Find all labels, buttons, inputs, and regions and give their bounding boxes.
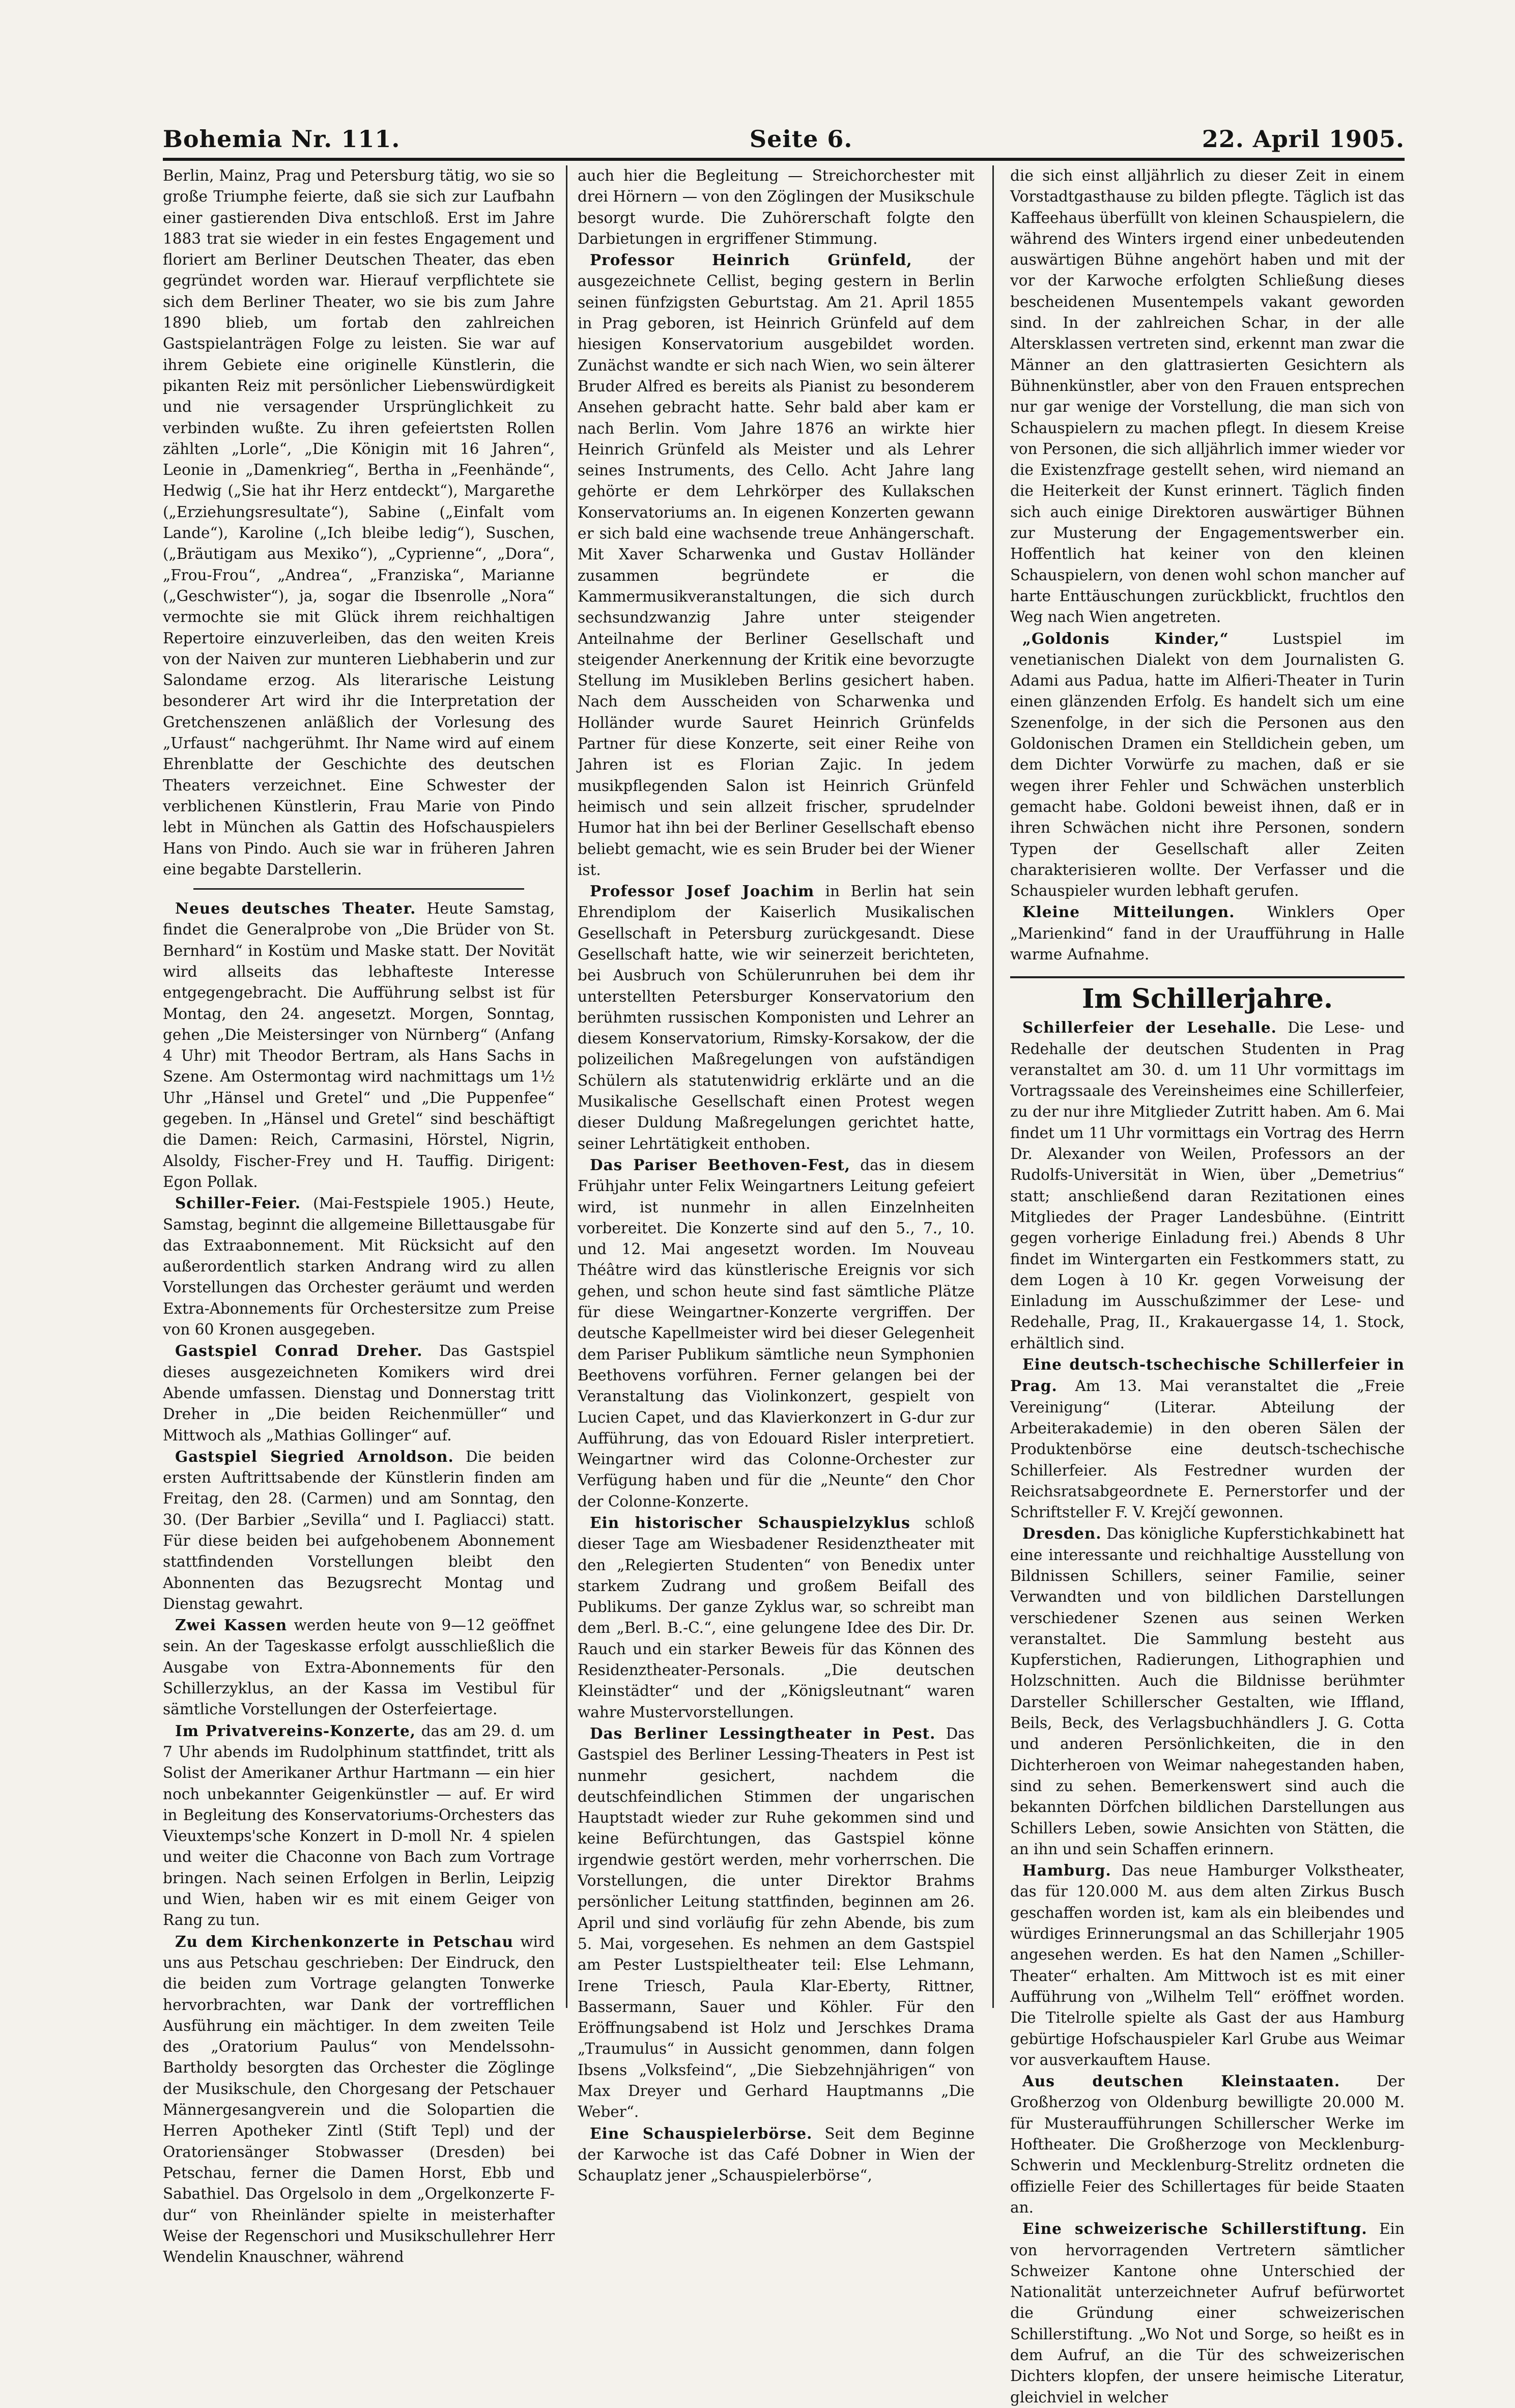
article-body: Ein von hervorragenden Vertretern sämtlicher Schweizer Kantone ohne Unterschied der Nationalität unterzeichneter Aufruf befürwortet die Gründung einer schweizerischen Schillerstiftung. „Wo Not und Sorge, so heißt es in dem Aufruf, an die Tür des schweizerischen Dichters klopfen, der unsere heimische Literatur, gleichviel in welcher [1010, 2220, 1405, 2406]
article-body: Das Gastspiel des Berliner Lessing-Theaters in Pest ist nunmehr gesichert, nachdem die deutschfeindlichen Stimmen der ungarischen Hauptstadt wieder zur Ruhe gekommen sind und keine Befürchtungen, das Gastspiel könne irgendwie gestört werden, mehr vorherrschen. Die Vorstellungen, die unter Direktor Brahms persönlicher Leitung stattfinden, beginnen am 26. April und sind vorläufig für zehn Abende, bis zum 5. Mai, vorgesehen. Es nehmen an dem Gastspiel am Pester Lustspieltheater teil: Else Lehmann, Irene Triesch, Paula Klar-Eberty, Rittner, Bassermann, Sauer und Köhler. Für den Eröffnungsabend ist Holz und Jerschkes Drama „Traumulus“ in Aussicht genommen, dann folgen Ibsens „Volksfeind“, „Die Siebzehnjährigen“ von Max Dreyer und Gerhard Hauptmanns „Die Weber“. [578, 1724, 975, 2121]
article-body: das in diesem Frühjahr unter Felix Weingartners Leitung gefeiert wird, ist nunmehr in allen Einzelnheiten vorbereitet. Die Konzerte sind auf den 5., 7., 10. und 12. Mai angesetzt worden. Im Nouveau Théâtre wird das künstlerische Ereignis vor sich gehen, und schon heute sind fast sämtliche Plätze für diese Weingartner-Konzerte vergriffen. Der deutsche Kapellmeister wird bei dieser Gelegenheit dem Pariser Publikum sämtliche neun Symphonien Beethovens vorführen. Ferner gelangen bei der Veranstaltung das Violinkonzert, gespielt von Lucien Capet, und das Klavierkonzert in G-dur zur Aufführung, das von Edouard Risler interpretiert. Weingartner wird das Colonne-Orchester zur Verfügung haben und für die „Neunte“ den Chor der Colonne-Konzerte. [578, 1156, 975, 1510]
header-rule [163, 158, 1405, 161]
article-body: Winklers Oper „Marienkind“ fand in der Uraufführung in Halle warme Aufnahme. [1010, 903, 1405, 963]
article [578, 249, 975, 881]
article-continued: die sich einst alljährlich zu dieser Zeit in einem Vorstadtgasthause zu bilden pflegte. Täglich ist das Kaffeehaus überfüllt von kleinen Schauspielern, die während des Winters irgend einer unbedeutenden auswärtigen Bühne angehört haben und mit der vor der Karwoche erfolgten Schließung dieses bescheidenen Musentempels vakant geworden sind. In der zahlreichen Schar, in der alle Altersklassen vertreten sind, erkennt man zwar die Männer an den glattrasierten Gesichtern als Bühnenkünstler, aber von den Frauen entsprechen nur gar wenige der Vorstellung, die man sich von Schauspielern zu machen pflegt. In diesem Kreise von Personen, die sich alljährlich immer wieder vor die Existenzfrage gestellt sehen, wird niemand an die Heiterkeit der Kunst erinnert. Täglich finden sich auch einige Direktoren auswärtiger Bühnen zur Musterung der Engagementswerber ein. Hoffentlich hat keiner von den kleinen Schauspielern, von denen wohl schon mancher auf harte Enttäuschungen zurückblickt, fruchtlos den Weg nach Wien angetreten. [1010, 167, 1405, 626]
article [1010, 2071, 1405, 2218]
article-title: Hamburg. [1022, 1861, 1111, 1880]
article-body: Das neue Hamburger Volkstheater, das für 120.000 M. aus dem alten Zirkus Busch geschaffen worden ist, kam als ein bleibendes und würdiges Erinnerungsmal an das Schillerjahr 1905 angesehen werden. Es hat den Namen „Schiller-Theater“ erhalten. Am Mittwoch ist es mit einer Aufführung von „Wilhelm Tell“ eröffnet worden. Die Titelrolle spielte als Gast der aus Hamburg gebürtige Hofschauspieler Karl Grube aus Weimar vor ausverkauftem Hause. [1010, 1862, 1405, 2069]
article-title: Gastspiel Siegried Arnoldson. [175, 1447, 454, 1465]
article-continued: Berlin, Mainz, Prag und Petersburg tätig, wo sie so große Triumphe feierte, daß sie sich zur Laufbahn einer gastierenden Diva entschloß. Erst im Jahre 1883 trat sie wieder in ein festes Engagement und floriert am Berliner Deutschen Theater, das eben gegründet worden war. Hierauf verpflichtete sie sich dem Berliner Theater, wo sie bis zum Jahre 1890 blieb, um fortab den zahlreichen Gastspielanträgen Folge zu leisten. Sie war auf ihrem Gebiete eine originelle Künstlerin, die pikanten Reiz mit persönlicher Liebenswürdigkeit und nie versagender Ursprünglichkeit zu verbinden wußte. Zu ihren gefeiertsten Rollen zählten „Lorle“, „Die Königin mit 16 Jahren“, Leonie in „Damenkrieg“, Bertha in „Feenhände“, Hedwig („Sie hat ihr Herz entdeckt“), Margarethe („Erziehungsresultate“), Sabine („Einfalt vom Lande“), Karoline („Ich bleibe ledig“), Suschen, („Bräutigam aus Mexiko“), „Cyprienne“, „Dora“, „Frou-Frou“, „Andrea“, „Franziska“, Marianne („Geschwister“), ja, sogar die Ibsenrolle „Nora“ vermochte sie mit Glück ihrem reichhaltigen Repertoire einzuverleiben, das den weiten Kreis von der Naiven zur munteren Liebhaberin und zur Salondame erzog. Als literarische Leistung besonderer Art wird ihr die Interpretation der Gretchenszenen anläßlich der Vorlesung des „Urfaust“ nachgerühmt. Ihr Name wird auf einem Ehrenblatte der Geschichte des deutschen Theaters verzeichnet. Eine Schwester der verblichenen Künstlerin, Frau Marie von Pindo lebt in München als Gattin des Hofschauspielers Hans von Pindo. Auch sie war in früheren Jahren eine begabte Darstellerin. [163, 167, 555, 878]
article-body: (Mai-Festspiele 1905.) Heute, Samstag, beginnt die allgemeine Billettausgabe für das Extraabonnement. Mit Rücksicht auf den außerordentlich starken Andrang wird zu allen Vorstellungen das Orchester geräumt und werden Extra-Abonnements für Orchestersitze zum Preise von 60 Kronen ausgegeben. [163, 1195, 555, 1339]
divider [193, 888, 524, 890]
article-title: „Goldonis Kinder,“ [1022, 629, 1229, 647]
article-title: Schillerfeier der Lesehalle. [1022, 1018, 1277, 1037]
column-rule [992, 165, 994, 2008]
article [163, 898, 555, 1193]
article-title: Neues deutsches Theater. [175, 899, 416, 918]
article-title: Ein historischer Schauspielzyklus [590, 1514, 910, 1532]
article [578, 1512, 975, 1723]
section-rule [1010, 976, 1405, 978]
article-body: werden heute von 9—12 geöffnet sein. An der Tageskasse erfolgt ausschließlich die Ausgabe von Extra-Abonnements für den Schillerzyklus, an der Kassa im Vestibul für sämtliche Vorstellungen der Osterfeiertage. [163, 1617, 555, 1718]
article [163, 1720, 555, 1931]
article-title: Eine deutsch-tschechische Schillerfeier in Prag. [1010, 1355, 1405, 1395]
article-body: Die beiden ersten Auftrittsabende der Künstlerin finden am Freitag, den 28. (Carmen) und am Sonntag, den 30. (Der Barbier „Sevilla“ und I. Pagliacci) statt. Für diese beiden bei aufgehobenem Abonnement stattfindenden Vorstellungen bleibt den Abonnenten das Bezugsrecht Montag und Dienstag gewahrt. [163, 1448, 555, 1612]
article-title: Aus deutschen Kleinstaaten. [1022, 2072, 1340, 2090]
column-2 [578, 165, 975, 2185]
article-title: Zwei Kassen [175, 1616, 288, 1634]
article [1010, 1017, 1405, 1354]
article-title: Kleine Mitteilungen. [1022, 903, 1235, 921]
article-title: Im Privatvereins-Konzerte, [175, 1721, 416, 1740]
article [578, 2123, 975, 2187]
article [578, 1154, 975, 1512]
column-1 [163, 165, 555, 2266]
column-rule [566, 165, 567, 2008]
article [163, 1446, 555, 1614]
article [578, 1723, 975, 2123]
article [163, 1340, 555, 1446]
article-title: Eine schweizerische Schillerstiftung. [1022, 2220, 1367, 2238]
article-body: Heute Samstag, findet die Generalprobe von „Die Brüder von St. Bernhard“ in Kostüm und Maske statt. Der Novität wird allseits das lebhafteste Interesse entgegengebracht. Die Aufführung selbst ist für Montag, den 24. angesetzt. Morgen, Sonntag, gehen „Die Meistersinger von Nürnberg“ (Anfang 4 Uhr) mit Theodor Bertram, als Hans Sachs in Szene. Am Ostermontag wird nachmittags um 1½ Uhr „Hänsel und Gretel“ und „Die Puppenfee“ gegeben. In „Hänsel und Gretel“ sind beschäftigt die Damen: Reich, Carmasini, Hörstel, Nigrin, Alsoldy, Fischer-Frey und H. Tauffig. Dirigent: Egon Pollak. [163, 900, 555, 1191]
article-title: Eine Schauspielerbörse. [590, 2124, 813, 2142]
article-title: Professor Josef Joachim [590, 882, 815, 900]
article-title: Dresden. [1022, 1524, 1102, 1543]
article-title: Gastspiel Conrad Dreher. [175, 1342, 423, 1360]
article [1010, 901, 1405, 965]
article [1010, 1860, 1405, 2071]
article-body: Der Großherzog von Oldenburg bewilligte 20.000 M. für Musteraufführungen Schillerscher Werke im Hoftheater. Die Großherzoge von Mecklenburg-Schwerin und Mecklenburg-Strelitz ordneten die offizielle Feier des Schillertages für beide Staaten an. [1010, 2073, 1405, 2216]
article-body: in Berlin hat sein Ehrendiplom der Kaiserlich Musikalischen Gesellschaft in Petersburg zurückgesandt. Diese Gesellschaft hatte, wie wir seinerzeit berichteten, bei Ausbruch von Schülerunruhen bei dem ihr unterstellten Petersburger Konservatorium den berühmten russischen Komponisten und Lehrer an diesem Konservatorium, Rimsky-Korsakow, der die polizeilichen Maßregelungen von aufständigen Schülern als statutenwidrig erklärte und an die Musikalische Gesellschaft einen Protest wegen dieser Duldung Maßregelungen gerichtet hatte, seiner Lehrtätigkeit enthoben. [578, 883, 975, 1152]
article [1010, 1523, 1405, 1860]
section-heading: Im Schillerjahre. [1081, 983, 1333, 1015]
article-title: Professor Heinrich Grünfeld, [590, 251, 912, 269]
article-body: Die Lese- und Redehalle der deutschen Studenten in Prag veranstaltet am 30. d. um 11 Uhr vormittags im Vortragssaale des Vereinsheimes eine Schillerfeier, zu der nur ihre Mitglieder Zutritt haben. Am 6. Mai findet um 11 Uhr vormittags ein Vortrag des Herrn Dr. Alexander von Weilen, Professors an der Rudolfs-Universität in Wien, über „Demetrius“ statt; anschließend daran Rezitationen eines Mitgliedes der Prager Landesbühne. (Eintritt gegen vorherige Einladung frei.) Abends 8 Uhr findet im Wintergarten ein Festkommers statt, zu dem Logen à 10 Kr. gegen Vorweisung der Einladung im Ausschußzimmer der Lese- und Redehalle, Prag, II., Krakauergasse 14, 1. Stock, erhältlich sind. [1010, 1019, 1405, 1352]
article-title: Das Pariser Beethoven-Fest, [590, 1155, 851, 1174]
article [163, 1193, 555, 1340]
page-number: Seite 6. [749, 125, 853, 153]
article [163, 1931, 555, 2268]
article-body: Lustspiel im venetianischen Dialekt von dem Journalisten G. Adami aus Padua, hatte im Alfieri-Theater in Turin einen glänzenden Erfolg. Es handelt sich um eine Szenenfolge, in der sich die Personen aus den Goldonischen Dramen ein Stelldichein geben, um dem Dichter Vorwürfe zu machen, daß er sie wegen ihrer Fehler und Schwächen unsterblich gemacht habe. Goldoni beweist ihnen, daß er in ihren Schwächen nicht ihre Personen, sondern Typen der Gesellschaft aller Zeiten charakterisieren wollte. Der Verfasser und die Schauspieler wurden lebhaft gerufen. [1010, 630, 1405, 900]
article-body: der ausgezeichnete Cellist, beging gestern in Berlin seinen fünfzigsten Geburtstag. Am 21. April 1855 in Prag geboren, ist Heinrich Grünfeld auf dem hiesigen Konservatorium ausgebildet worden. Zunächst wandte er sich nach Wien, wo sein älterer Bruder Alfred es bereits als Pianist zu besonderem Ansehen gebracht hatte. Sehr bald aber kam er nach Berlin. Vom Jahre 1876 an wirkte hier Heinrich Grünfeld als Meister und als Lehrer seines Instruments, des Cello. Acht Jahre lang gehörte er dem Lehrkörper des Kullakschen Konservatoriums an. In eigenen Konzerten gewann er sich bald eine wachsende treue Anhängerschaft. Mit Xaver Scharwenka und Gustav Holländer zusammen begründete er die Kammermusikveranstaltungen, die sich durch sechsundzwanzig Jahre unter steigender Anteilnahme der Berliner Gesellschaft und steigender Anerkennung der Kritik eine bevorzugte Stellung im Musikleben Berlins gesichert haben. Nach dem Ausscheiden von Scharwenka und Holländer wurde Sauret Heinrich Grünfelds Partner für diese Konzerte, seit einer Reihe von Jahren ist es Florian Zajic. In jedem musikpflegenden Salon ist Heinrich Grünfeld heimisch und sein allzeit frischer, sprudelnder Humor hat ihn bei der Berliner Gesellschaft ebenso beliebt gemacht, wie es sein Bruder bei der Wiener ist. [578, 251, 975, 879]
article-body: Seit dem Beginne der Karwoche ist das Café Dobner in Wien der Schauplatz jener „Schauspielerbörse“, [578, 2124, 975, 2185]
article-title: Schiller-Feier. [175, 1194, 301, 1212]
article-body: das am 29. d. um 7 Uhr abends im Rudolphinum stattfindet, tritt als Solist der Amerikaner Arthur Hartmann — ein hier noch unbekannter Geigenkünstler — auf. Er wird in Begleitung des Konservatoriums-Orchesters das Vieuxtemps'sche Konzert in D-moll Nr. 4 spielen und weiter die Chaconne von Bach zum Vortrage bringen. Nach seinen Erfolgen in Berlin, Leipzig und Wien, haben wir es mit einem Geiger von Rang zu tun. [163, 1722, 555, 1929]
issue-date: 22. April 1905. [1202, 125, 1405, 153]
article-body: Das königliche Kupferstichkabinett hat eine interessante und reichhaltige Ausstellung von Bildnissen Schillers, seiner Familie, seiner Verwandten und von bildlichen Darstellungen verschiedener Szenen aus seinen Werken veranstaltet. Die Sammlung besteht aus Kupferstichen, Radierungen, Lithographien und Holzschnitten. Auch die Bildnisse berühmter Darsteller Schillerscher Gestalten, wie Iffland, Beils, Beck, des Verlagsbuchhändlers J. G. Cotta und anderen Persönlichkeiten, die in den Dichterheroen von Weimar nahegestanden haben, sind zu sehen. Bemerkenswert sind auch die bekannten Dörfchen bildlichen Darstellungen aus Schillers Leben, sowie Ansichten von Stätten, die an ihn und sein Schaffen erinnern. [1010, 1525, 1405, 1858]
article [1010, 628, 1405, 902]
article-body: wird uns aus Petschau geschrieben: Der Eindruck, den die beiden zum Vortrage gelangten Tonwerke hervorbrachten, war Dank der vortrefflichen Ausführung ein mächtiger. In dem zweiten Teile des „Oratorium Paulus“ von Mendelssohn-Bartholdy besorgten das Orchester die Zöglinge der Musikschule, den Chorgesang der Petschauer Männergesangverein und die Solopartien die Herren Apotheker Zintl (Stift Tepl) und der Oratoriensänger Stobwasser (Dresden) bei Petschau, ferner die Damen Horst, Ebb und Sabathiel. Das Orgelsolo in dem „Orgelkonzerte F-dur“ von Rheinländer spielte in meisterhafter Weise der Regenschori und Musikschullehrer Herr Wendelin Knauschner, während [163, 1933, 555, 2266]
article-body: Am 13. Mai veranstaltet die „Freie Vereinigung“ (Literar. Abteilung der Arbeiterakademie) in den oberen Sälen der Produktenbörse eine deutsch-tschechische Schillerfeier. Als Festredner wurden der Reichsratsabgeordnete E. Pernerstorfer und der Schriftsteller F. V. Krejčí gewonnen. [1010, 1377, 1405, 1521]
article-body: schloß dieser Tage am Wiesbadener Residenztheater mit den „Relegierten Studenten“ von Benedix unter starkem Zudrang und großem Beifall des Publikums. Der ganze Zyklus war, so schreibt man dem „Berl. B.-C.“, eine gelungene Idee des Dir. Dr. Rauch und ein starker Beweis für das Können des Residenztheater-Personals. „Die deutschen Kleinstädter“ und der „Königsleutnant“ waren wahre Mustervorstellungen. [578, 1514, 975, 1721]
article-title: Das Berliner Lessingtheater in Pest. [590, 1724, 936, 1742]
article [1010, 1354, 1405, 1523]
article [163, 1614, 555, 1720]
column-3 [1010, 165, 1405, 2406]
article [1010, 2218, 1405, 2408]
article [578, 881, 975, 1154]
masthead-issue: Bohemia Nr. 111. [163, 125, 401, 153]
article-continued: auch hier die Begleitung — Streichorchester mit drei Hörnern — von den Zöglingen der Musikschule besorgt wurde. Die Zuhörerschaft folgte den Darbietungen in ergriffener Stimmung. [578, 167, 975, 247]
page-header [163, 117, 1405, 153]
article-title: Zu dem Kirchenkonzerte in Petschau [175, 1932, 513, 1950]
article-body: Das Gastspiel dieses ausgezeichneten Komikers wird drei Abende umfassen. Dienstag und Donnerstag tritt Dreher in „Die beiden Reichenmüller“ und Mittwoch als „Mathias Gollinger“ auf. [163, 1342, 555, 1444]
